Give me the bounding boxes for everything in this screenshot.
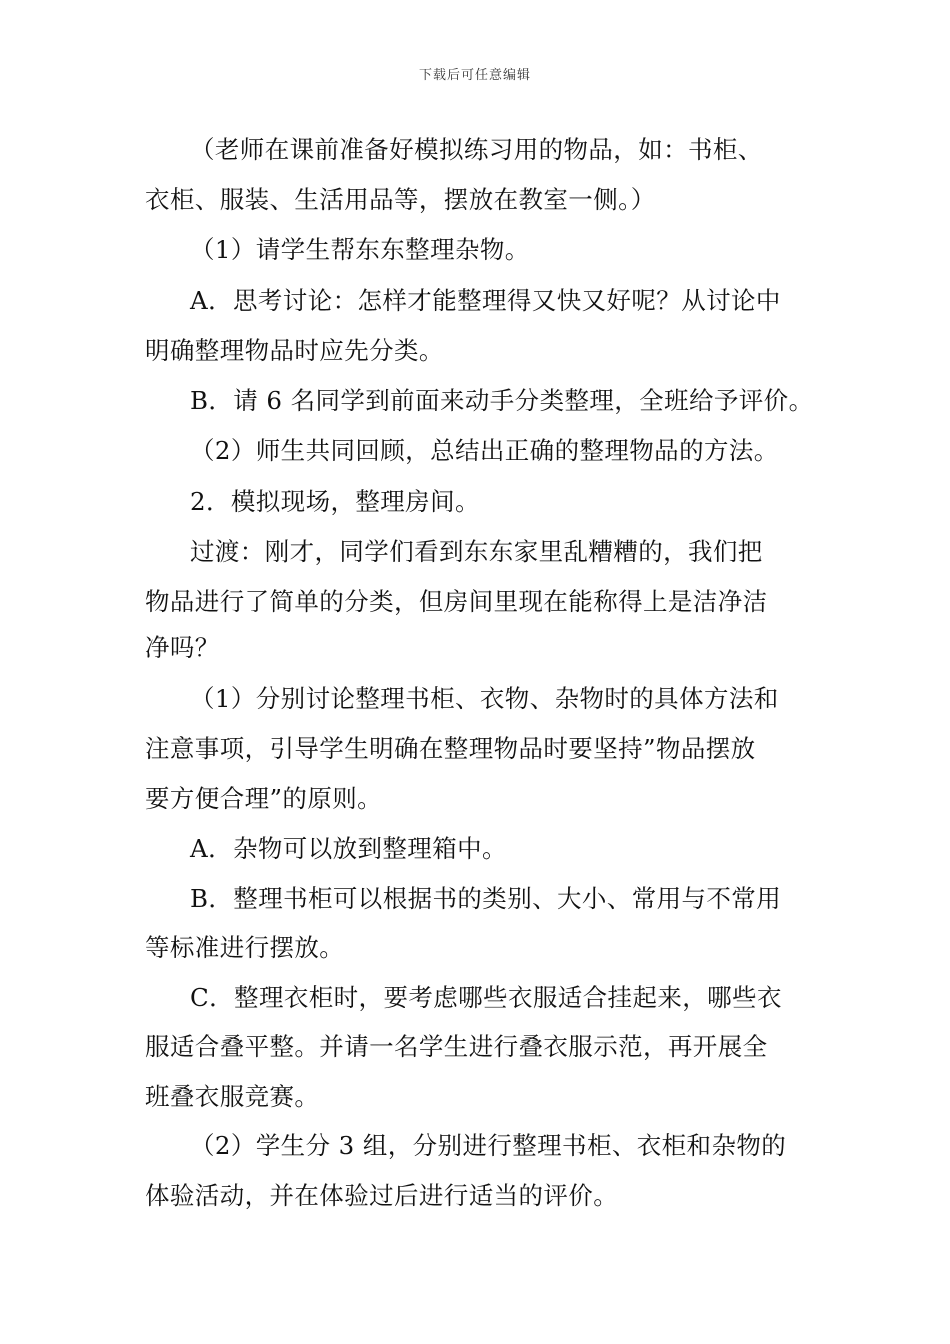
paragraph-line: （1）请学生帮东东整理杂物。 (190, 235, 530, 264)
paragraph-line: 净吗？ (145, 633, 220, 662)
paragraph-line: 班叠衣服竞赛。 (145, 1082, 320, 1111)
paragraph-line: 物品进行了简单的分类，但房间里现在能称得上是洁净洁 (145, 587, 768, 616)
paragraph-line: C．整理衣柜时，要考虑哪些衣服适合挂起来，哪些衣 (190, 983, 782, 1012)
paragraph-line: 要方便合理”的原则。 (145, 784, 383, 813)
paragraph-line: （2）师生共同回顾，总结出正确的整理物品的方法。 (190, 436, 779, 465)
paragraph-line: A．思考讨论：怎样才能整理得又快又好呢？从讨论中 (190, 286, 781, 315)
paragraph-line: （老师在课前准备好模拟练习用的物品，如：书柜、 (190, 135, 763, 164)
paragraph-line: 服适合叠平整。并请一名学生进行叠衣服示范，再开展全 (145, 1032, 768, 1061)
paragraph-line: （2）学生分 3 组，分别进行整理书柜、衣柜和杂物的 (190, 1131, 787, 1160)
paragraph-line: 衣柜、服装、生活用品等，摆放在教室一侧。） (145, 185, 656, 214)
paragraph-line: （1）分别讨论整理书柜、衣物、杂物时的具体方法和 (190, 684, 779, 713)
paragraph-line: 过渡：刚才，同学们看到东东家里乱糟糟的，我们把 (190, 537, 763, 566)
paragraph-line: 体验活动，并在体验过后进行适当的评价。 (145, 1181, 619, 1210)
paragraph-line: A．杂物可以放到整理箱中。 (190, 834, 507, 863)
page-header: 下载后可任意编辑 (418, 68, 531, 83)
paragraph-line: 明确整理物品时应先分类。 (145, 336, 444, 365)
paragraph-line: B．请 6 名同学到前面来动手分类整理，全班给予评价。 (190, 386, 814, 415)
paragraph-line: 等标准进行摆放。 (145, 933, 345, 962)
paragraph-line: 2．模拟现场，整理房间。 (190, 487, 480, 516)
paragraph-line: 注意事项，引导学生明确在整理物品时要坚持”物品摆放 (145, 734, 756, 763)
paragraph-line: B．整理书柜可以根据书的类别、大小、常用与不常用 (190, 884, 782, 913)
